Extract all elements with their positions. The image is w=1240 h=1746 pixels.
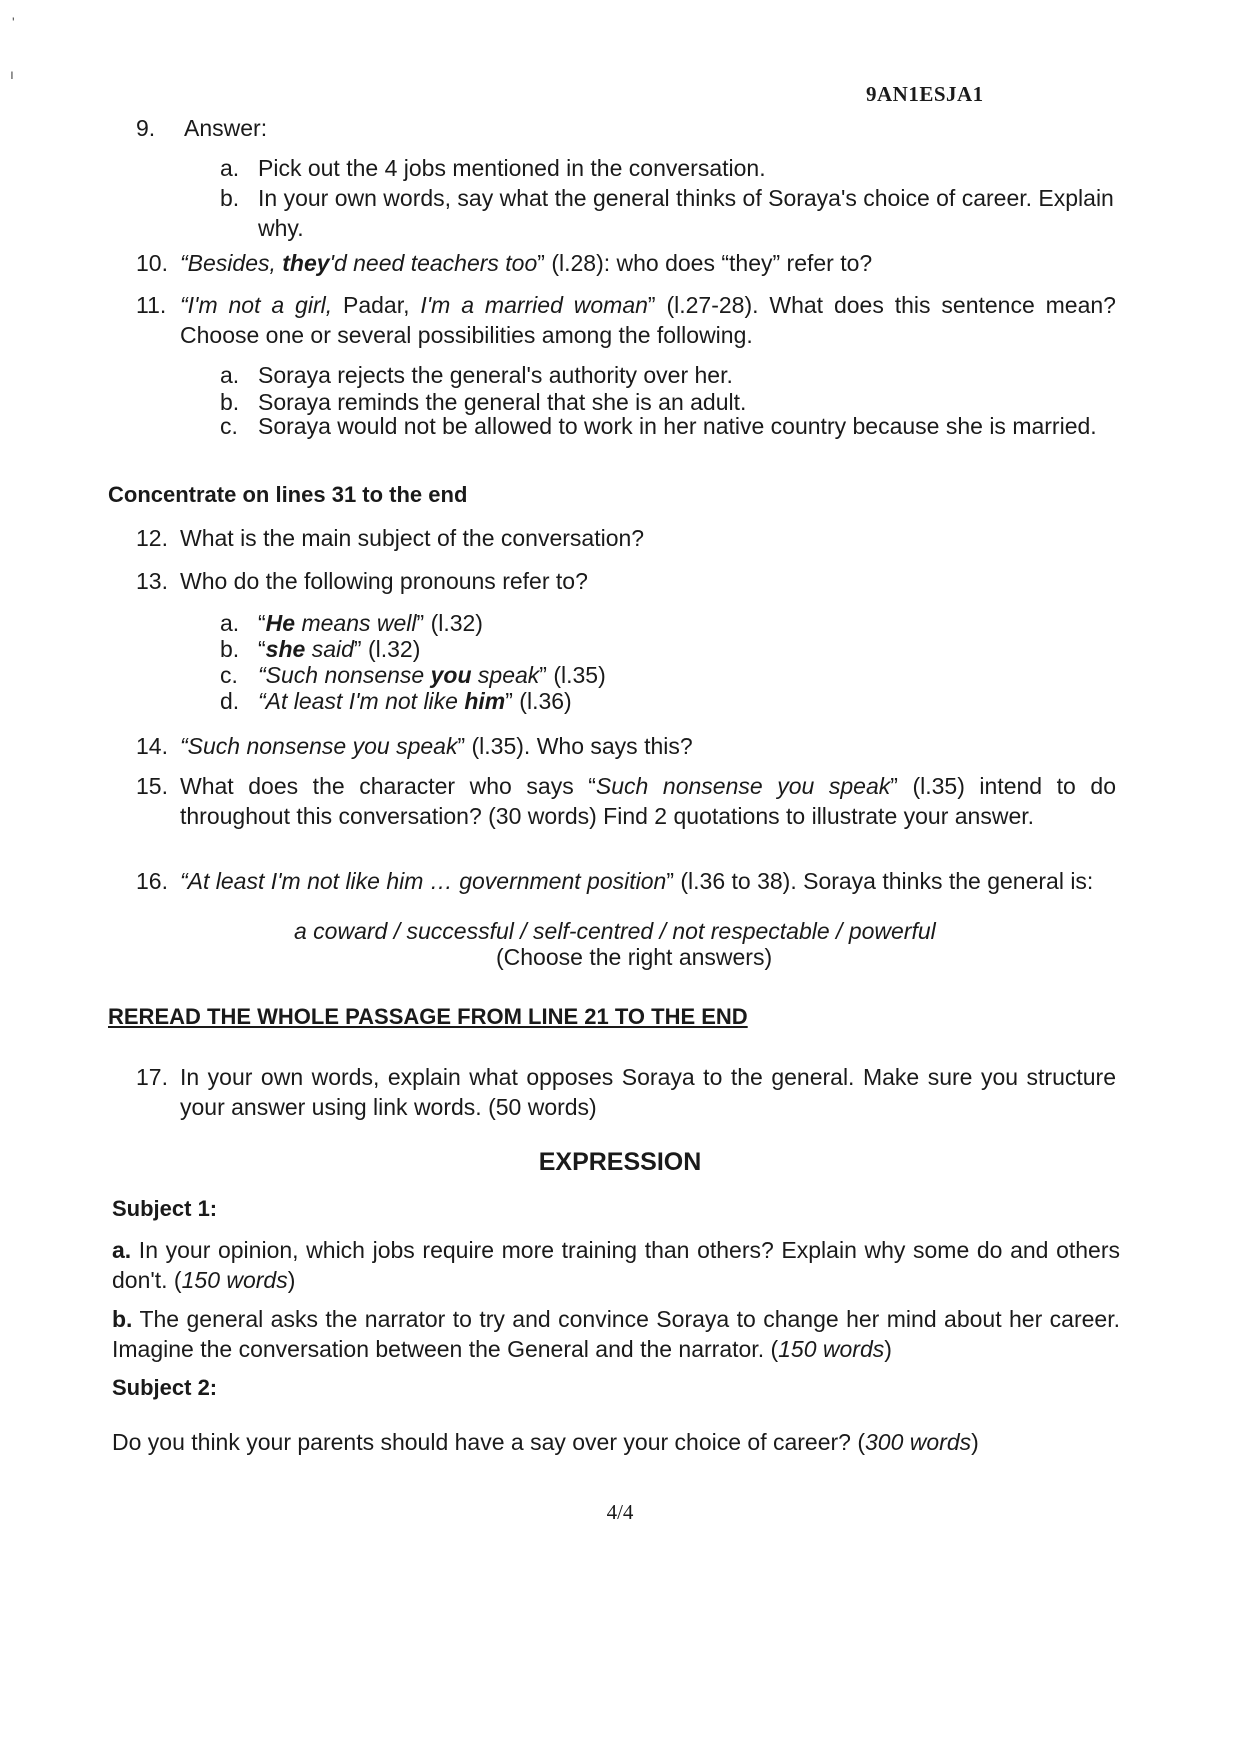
question-17: 17. In your own words, explain what opposes Soraya to the general. Make sure you structure your answer using link words. (50 words) xyxy=(136,1064,1116,1120)
expression-title: EXPRESSION xyxy=(538,1148,702,1176)
question-14: 14. “Such nonsense you speak” (l.35). Who says this? xyxy=(136,733,693,759)
question-number: 9. xyxy=(136,115,156,141)
subject-1-a: a. In your opinion, which jobs require more training than others? Explain why some do and others don't. (150 words) xyxy=(112,1237,1120,1293)
section-heading-underlined: REREAD THE WHOLE PASSAGE FROM LINE 21 TO THE END xyxy=(108,1004,748,1029)
page-number: 4/4 xyxy=(606,1500,634,1524)
question-15: 15. What does the character who says “Such nonsense you speak” (l.35) intend to do throughout this conversation? (30 words) Find 2 quotations to illustrate your answer. xyxy=(136,773,1116,829)
question-16: 16. “At least I'm not like him … government position” (l.36 to 38). Soraya thinks the general is: xyxy=(136,868,1094,894)
scan-mark: ı xyxy=(10,66,14,82)
answer-options: a coward / successful / self-centred / not respectable / powerful xyxy=(294,918,936,944)
subject-1-b: b. The general asks the narrator to try and convince Soraya to change her mind about her career. Imagine the conversation between the General and the narrator. (150 words) xyxy=(112,1306,1120,1362)
answer-instruction: (Choose the right answers) xyxy=(496,944,773,970)
question-13: 13. Who do the following pronouns refer to? xyxy=(136,568,588,594)
question-number: 10. xyxy=(136,250,168,276)
question-10: 10. “Besides, they'd need teachers too” (l.28): who does “they” refer to? xyxy=(136,250,873,276)
question-12: 12. What is the main subject of the conversation? xyxy=(136,525,645,551)
question-number: 11. xyxy=(136,292,167,318)
document-code: 9AN1ESJA1 xyxy=(866,82,984,106)
question-text: Answer: xyxy=(184,115,268,141)
subject-1-heading: Subject 1: xyxy=(112,1196,218,1221)
question-11 xyxy=(136,290,1116,348)
item-text: Pick out the 4 jobs mentioned in the conversation. xyxy=(258,155,766,181)
subject-2-text: Do you think your parents should have a say over your choice of career? (300 words) xyxy=(112,1429,979,1455)
question-9 xyxy=(136,113,1116,143)
item-text: In your own words, say what the general thinks of Soraya's choice of career. Explain why. xyxy=(258,185,1114,241)
section-heading: Concentrate on lines 31 to the end xyxy=(108,482,468,507)
subject-2-heading: Subject 2: xyxy=(112,1375,218,1400)
question-text: “I'm not a girl, Padar, I'm a married woman” (l.27-28). What does this sentence mean? Choose one or several possibilities among the following. xyxy=(180,292,1116,348)
item-letter: b. xyxy=(220,185,240,211)
scan-mark: ' xyxy=(12,14,15,30)
item-letter: a. xyxy=(220,155,240,181)
